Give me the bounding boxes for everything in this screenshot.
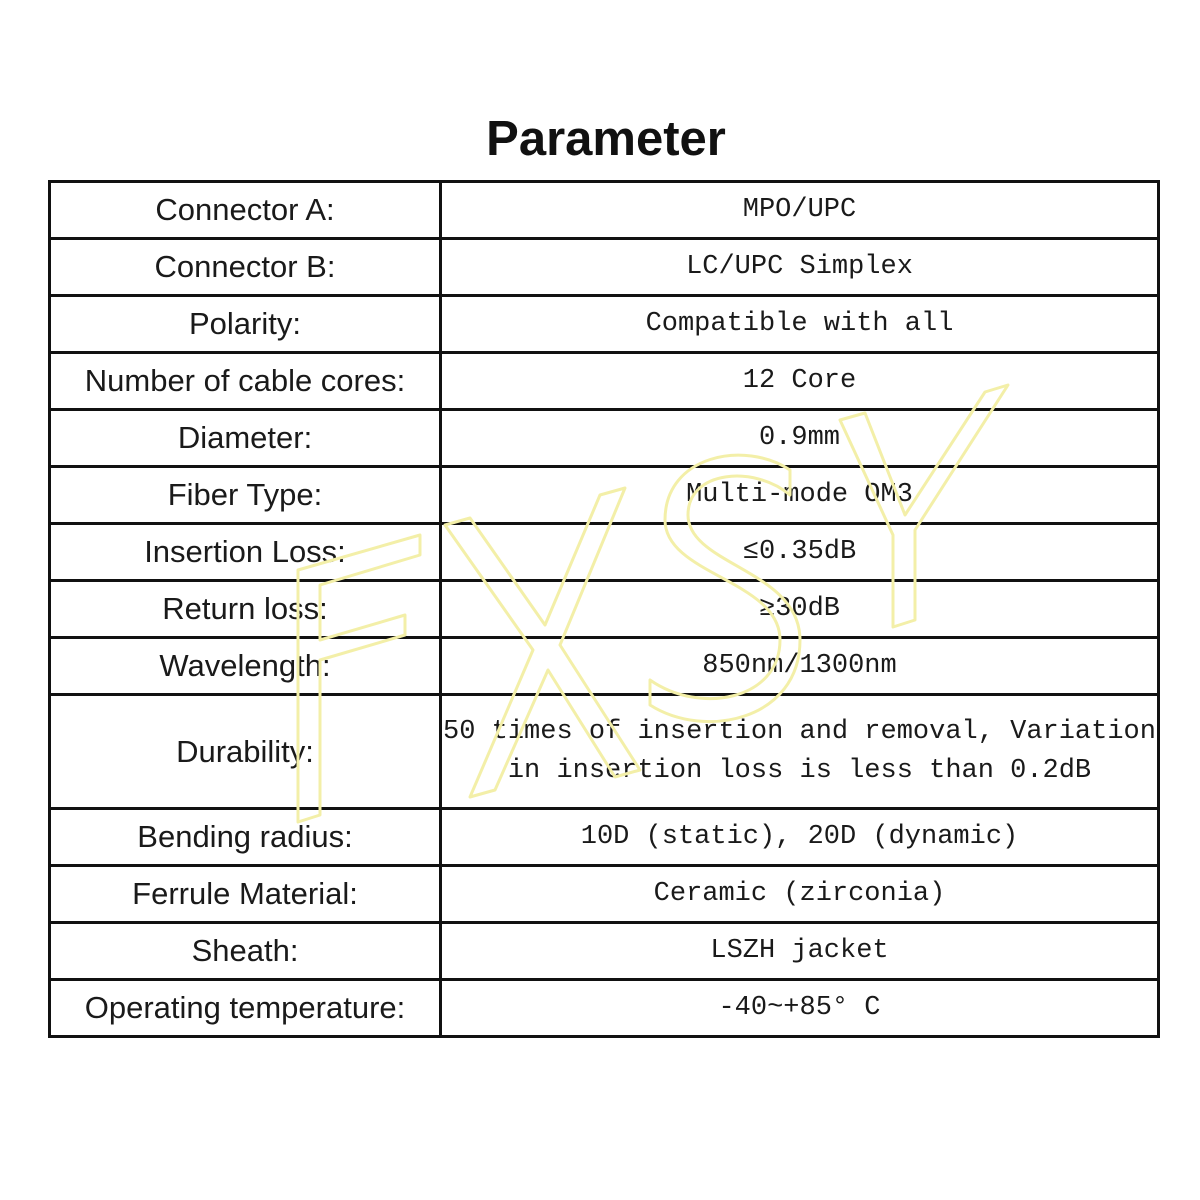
param-value: 10D (static), 20D (dynamic) [441,809,1159,866]
table-row [50,638,1159,695]
table-row [50,239,1159,296]
param-label: Sheath: [50,923,441,980]
param-value: Compatible with all [441,296,1159,353]
param-label: Wavelength: [50,638,441,695]
table-row [50,980,1159,1037]
param-label: Operating temperature: [50,980,441,1037]
param-label: Connector A: [50,182,441,239]
param-label: Ferrule Material: [50,866,441,923]
table-row [50,410,1159,467]
param-value: LC/UPC Simplex [441,239,1159,296]
param-value: LSZH jacket [441,923,1159,980]
param-value: 50 times of insertion and removal, Variation in insertion loss is less than 0.2dB [441,695,1159,809]
param-value: MPO/UPC [441,182,1159,239]
param-label: Connector B: [50,239,441,296]
table-row [50,809,1159,866]
parameter-table [48,180,1160,1038]
table-row [50,524,1159,581]
table-row [50,695,1159,809]
param-value: 0.9mm [441,410,1159,467]
table-row [50,923,1159,980]
param-label: Fiber Type: [50,467,441,524]
table-row [50,182,1159,239]
param-label: Durability: [50,695,441,809]
param-value: 12 Core [441,353,1159,410]
table-row [50,581,1159,638]
page-title: Parameter [486,112,726,166]
table-row [50,467,1159,524]
param-label: Insertion Loss: [50,524,441,581]
param-value: 850nm/1300nm [441,638,1159,695]
param-value: -40~+85° C [441,980,1159,1037]
param-label: Return loss: [50,581,441,638]
param-label: Number of cable cores: [50,353,441,410]
table-row [50,866,1159,923]
table-row [50,353,1159,410]
param-value: ≤0.35dB [441,524,1159,581]
param-value: Multi-mode OM3 [441,467,1159,524]
param-value: Ceramic (zirconia) [441,866,1159,923]
param-value: ≥30dB [441,581,1159,638]
param-label: Polarity: [50,296,441,353]
table-row [50,296,1159,353]
param-label: Bending radius: [50,809,441,866]
param-label: Diameter: [50,410,441,467]
